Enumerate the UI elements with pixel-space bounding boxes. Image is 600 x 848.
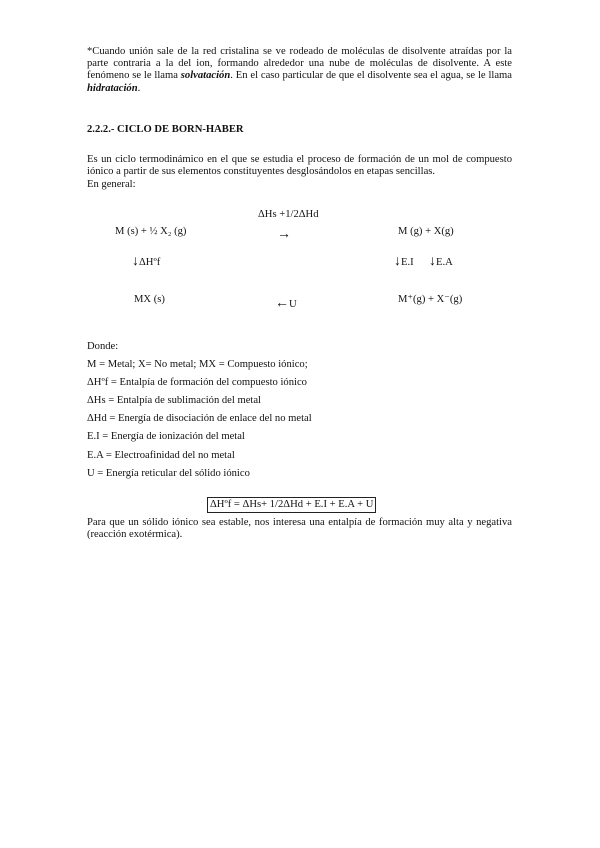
cycle-top-label: ΔHs +1/2ΔHd bbox=[258, 209, 319, 220]
affinity-step bbox=[429, 256, 453, 269]
conclusion-paragraph: Para que un sólido iónico sea estable, nos interesa una entalpía de formación muy alta y negativa (reacción exotérmica). bbox=[87, 517, 512, 541]
ea-label: E.A bbox=[436, 257, 453, 268]
down-arrow-icon: ↓ bbox=[394, 254, 401, 269]
general-label: En general: bbox=[87, 179, 136, 191]
definition-item: ΔHd = Energía de disociación de enlace del no metal bbox=[87, 413, 312, 425]
intro-text-c: . bbox=[137, 82, 141, 94]
section-heading: 2.2.2.- CICLO DE BORN-HABER bbox=[87, 124, 244, 135]
formation-step bbox=[132, 256, 160, 269]
formula-box: ΔHºf = ΔHs+ 1/2ΔHd + E.I + E.A + U bbox=[207, 497, 376, 513]
intro-text-b: . En el caso particular de que el disolvente sea el agua, se le llama bbox=[230, 70, 512, 82]
definition-item: E.I = Energía de ionización del metal bbox=[87, 431, 245, 443]
cycle-reactant: M (s) + ½ X₂ (g) bbox=[115, 226, 187, 237]
intro-paragraph bbox=[87, 46, 512, 95]
cycle-gas-atoms: M (g) + X(g) bbox=[398, 226, 454, 237]
description-block bbox=[87, 154, 512, 192]
intro-text-a: *Cuando unión sale de la red cristalina se ve rodeado de moléculas de disolvente atraídas por la parte contraria a la del ion, formando alrededor una nube de moléculas de disolvente. A este fenómeno se le llama bbox=[87, 46, 512, 82]
definitions-list bbox=[87, 338, 512, 483]
ionization-step bbox=[394, 256, 414, 269]
down-arrow-icon: ↓ bbox=[429, 254, 436, 269]
term-solvatacion: solvatación bbox=[180, 70, 231, 82]
definition-item: M = Metal; X= No metal; MX = Compuesto iónico; bbox=[87, 359, 308, 371]
lattice-step bbox=[275, 298, 297, 311]
left-arrow-icon: ← bbox=[275, 296, 289, 311]
description-text: Es un ciclo termodinámico en el que se estudia el proceso de formación de un mol de compuesto iónico a partir de sus elementos constituyentes desglosándolos en etapas sencillas. bbox=[87, 154, 512, 178]
formation-label: ΔHºf bbox=[139, 257, 161, 268]
down-arrow-icon: ↓ bbox=[132, 254, 139, 269]
u-label: U bbox=[289, 299, 297, 310]
term-hidratacion: hidratación bbox=[87, 82, 138, 94]
definitions-title: Donde: bbox=[87, 341, 119, 352]
definition-item: ΔHs = Entalpía de sublimación del metal bbox=[87, 395, 262, 407]
ei-label: E.I bbox=[401, 257, 414, 268]
definition-item: E.A = Electroafinidad del no metal bbox=[87, 449, 235, 461]
right-arrow-icon: → bbox=[277, 227, 291, 242]
cycle-product: MX (s) bbox=[134, 294, 165, 305]
definition-item: U = Energía reticular del sólido iónico bbox=[87, 467, 250, 479]
cycle-ions: M⁺(g) + X⁻(g) bbox=[398, 294, 463, 305]
definition-item: ΔHºf = Entalpía de formación del compuesto iónico bbox=[87, 377, 307, 389]
